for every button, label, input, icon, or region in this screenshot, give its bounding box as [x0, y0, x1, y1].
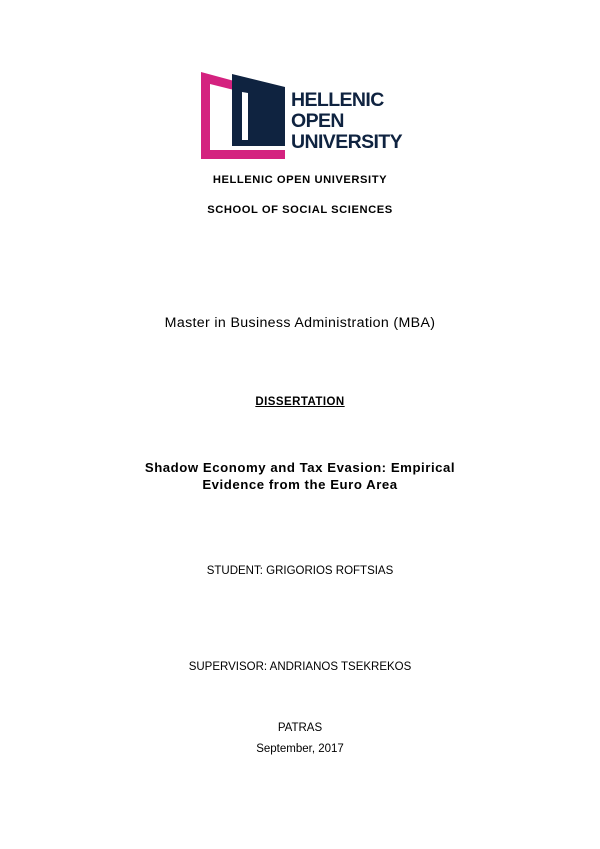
title-line-2: Evidence from the Euro Area [202, 476, 398, 492]
logo-line-2: OPEN [291, 110, 344, 132]
university-logo [199, 70, 409, 162]
school-name: SCHOOL OF SOCIAL SCIENCES [207, 204, 393, 216]
logo-line-1: HELLENIC [291, 89, 384, 111]
date: September, 2017 [256, 743, 344, 755]
institution-name: HELLENIC OPEN UNIVERSITY [212, 174, 388, 186]
logo-line-3: UNIVERSITY [291, 131, 403, 153]
place: PATRAS [277, 722, 323, 734]
document-type: DISSERTATION [255, 396, 345, 408]
dissertation-title [0, 460, 600, 493]
supervisor-name: SUPERVISOR: ANDRIANOS TSEKREKOS [188, 661, 412, 673]
program-name: Master in Business Administration (MBA) [164, 315, 436, 331]
title-line-1: Shadow Economy and Tax Evasion: Empirical [144, 460, 456, 475]
student-name: STUDENT: GRIGORIOS ROFTSIAS [206, 565, 394, 577]
logo-wordmark [291, 90, 402, 153]
logo-emblem-icon [199, 70, 291, 162]
